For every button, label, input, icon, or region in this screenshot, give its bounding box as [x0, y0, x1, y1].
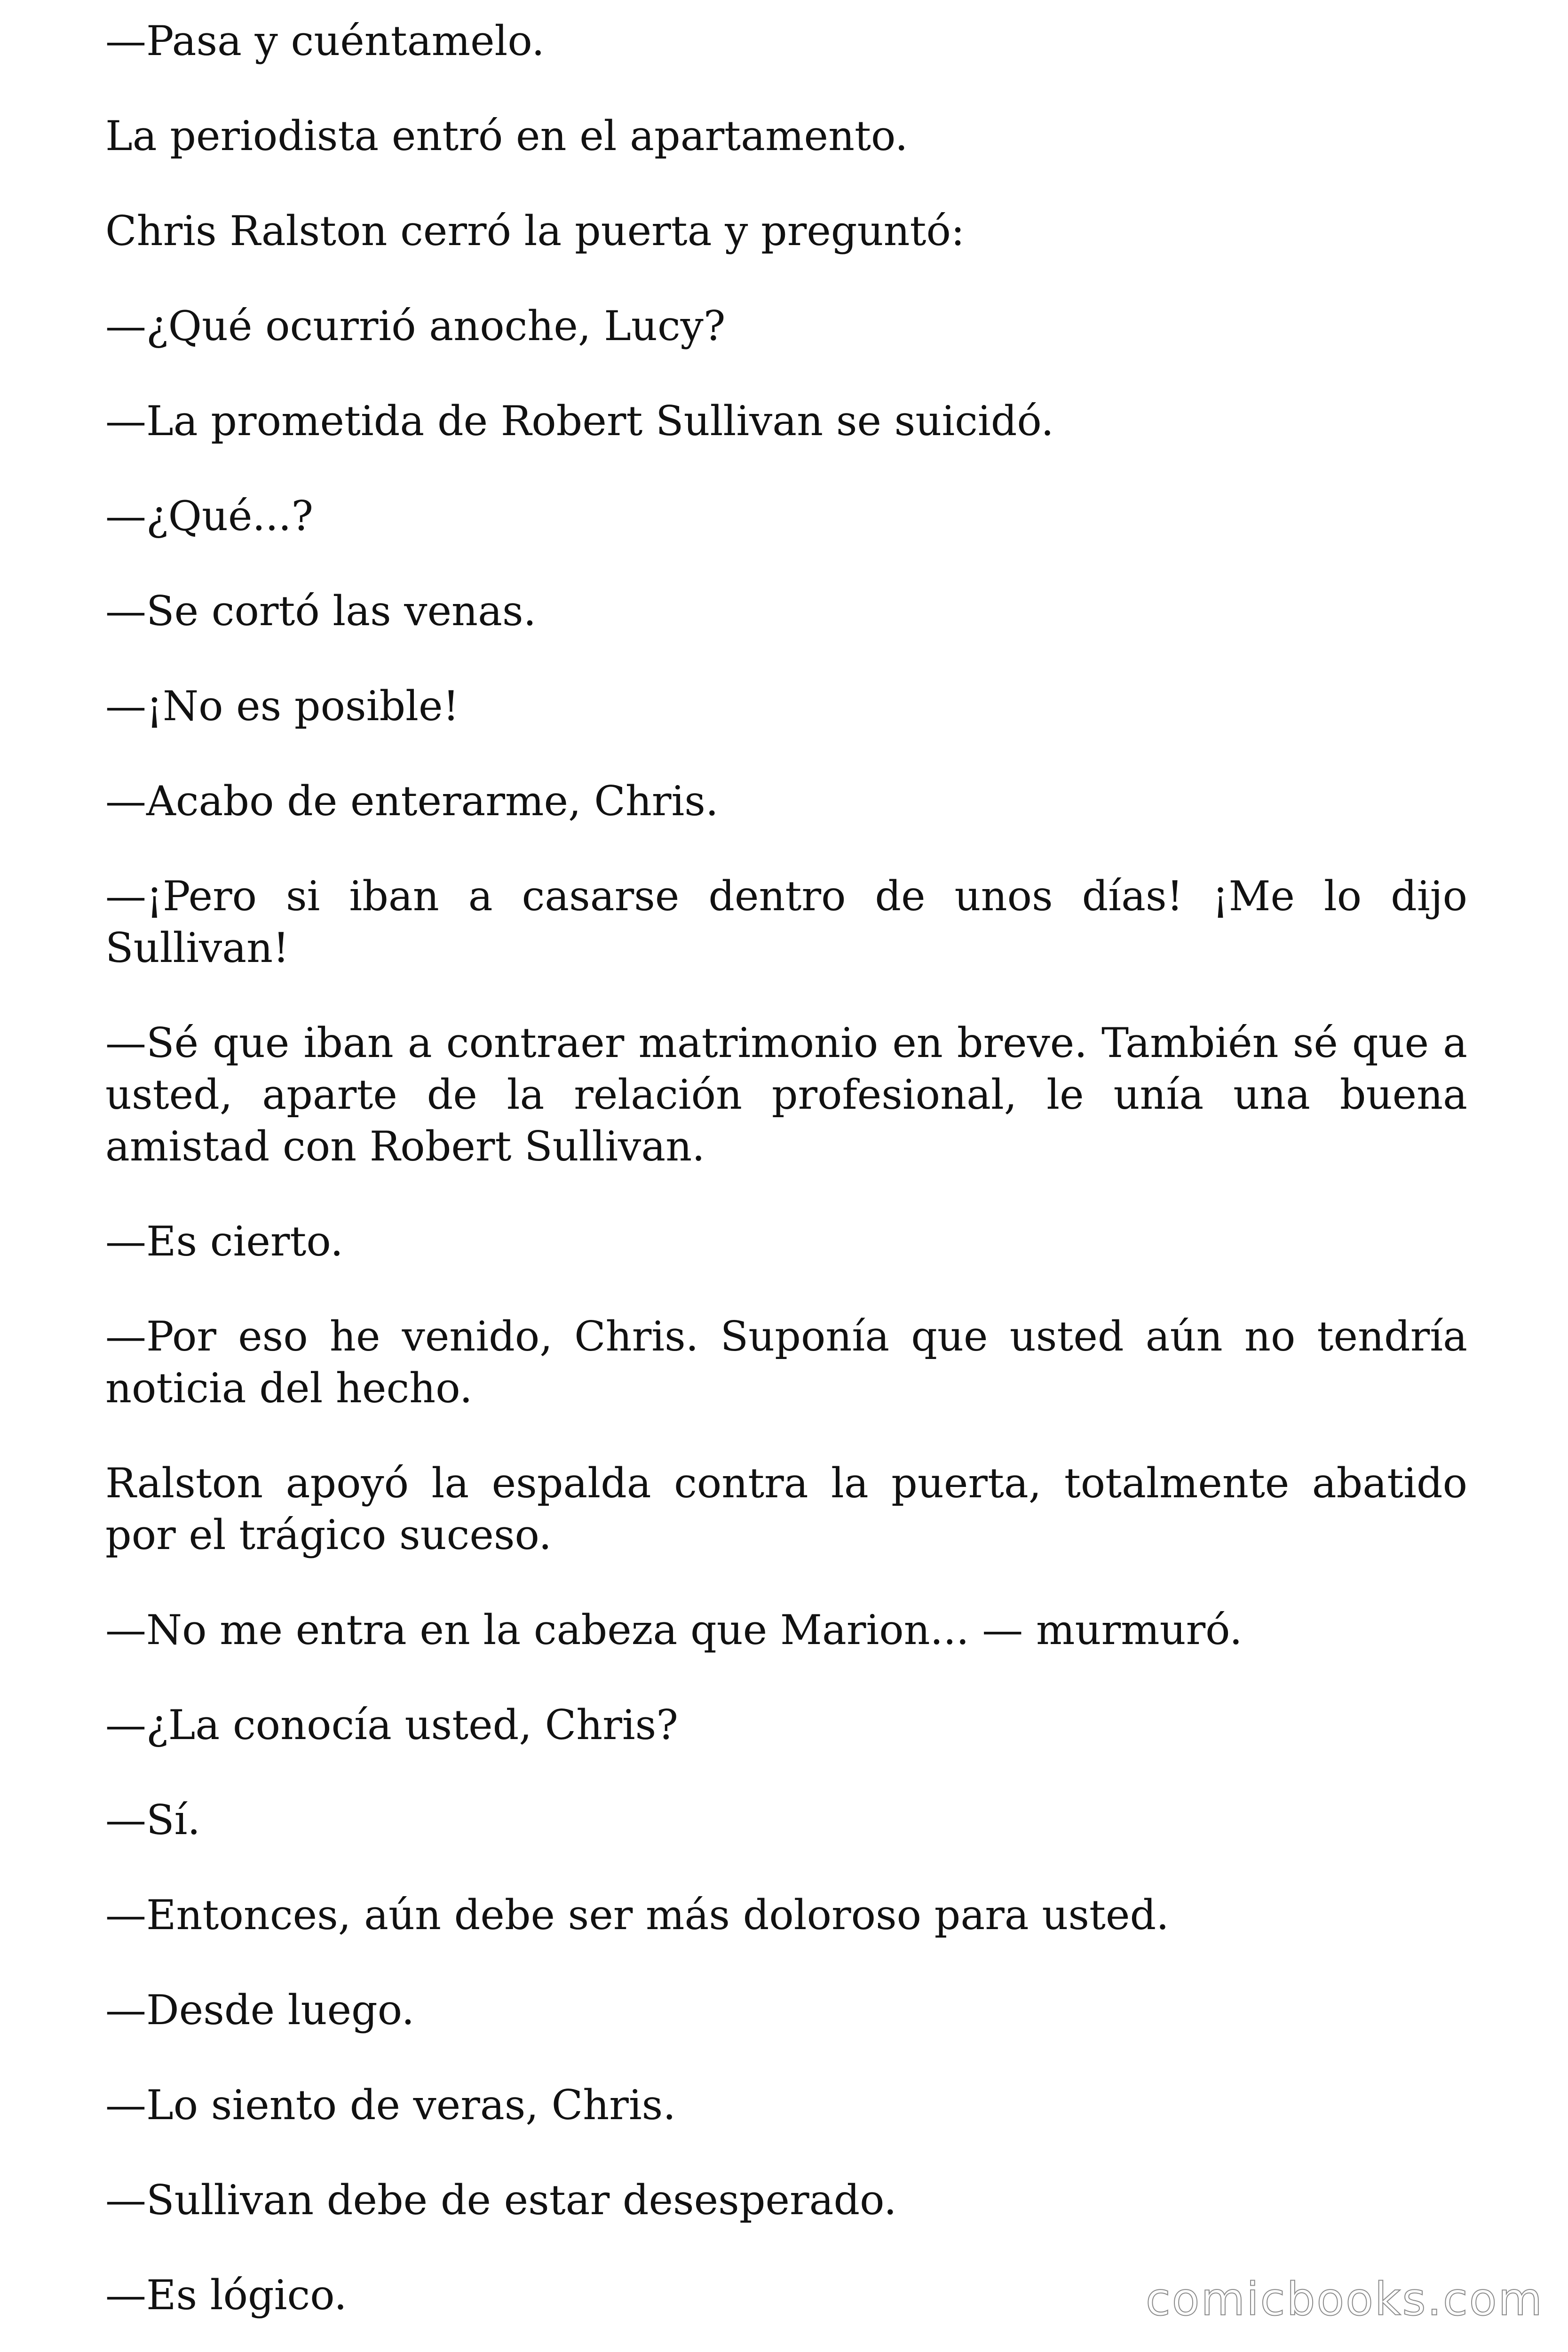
paragraph: —Sé que iban a contraer matrimonio en breve. También sé que a usted, aparte de la relación profesional, le unía una buena amistad con Robert Sullivan. [105, 1019, 1467, 1170]
paragraph: —No me entra en la cabeza que Marion... — murmuró. [105, 1606, 1243, 1654]
paragraph: —¿La conocía usted, Chris? [105, 1701, 678, 1749]
paragraph: —¡No es posible! [105, 682, 459, 730]
paragraph: —La prometida de Robert Sullivan se suicidó. [105, 397, 1054, 445]
paragraph: —Por eso he venido, Chris. Suponía que usted aún no tendría noticia del hecho. [105, 1312, 1467, 1412]
book-page-text [105, 15, 1467, 2352]
paragraph: —Lo siento de veras, Chris. [105, 2081, 676, 2129]
paragraph: —Es lógico. [105, 2271, 347, 2319]
paragraph: Ralston apoyó la espalda contra la puerta, totalmente abatido por el trágico suceso. [105, 1459, 1467, 1559]
paragraph: —Acabo de enterarme, Chris. [105, 777, 719, 825]
paragraph: —¿Qué ocurrió anoche, Lucy? [105, 302, 726, 350]
paragraph: —Se cortó las venas. [105, 587, 537, 635]
paragraph: —Entonces, aún debe ser más doloroso para usted. [105, 1891, 1169, 1939]
paragraph: —Sí. [105, 1796, 201, 1844]
paragraph: —¿Qué...? [105, 492, 314, 540]
paragraph: —Desde luego. [105, 1986, 415, 2034]
paragraph: —Sullivan debe de estar desesperado. [105, 2176, 897, 2224]
paragraph: Chris Ralston cerró la puerta y preguntó: [105, 207, 965, 255]
paragraph: —¡Pero si iban a casarse dentro de unos días! ¡Me lo dijo Sullivan! [105, 872, 1467, 972]
paragraph: —Es cierto. [105, 1217, 343, 1265]
paragraph: —Pasa y cuéntamelo. [105, 17, 545, 65]
watermark: comicbooks.com [1145, 2273, 1544, 2326]
paragraph: La periodista entró en el apartamento. [105, 112, 908, 160]
